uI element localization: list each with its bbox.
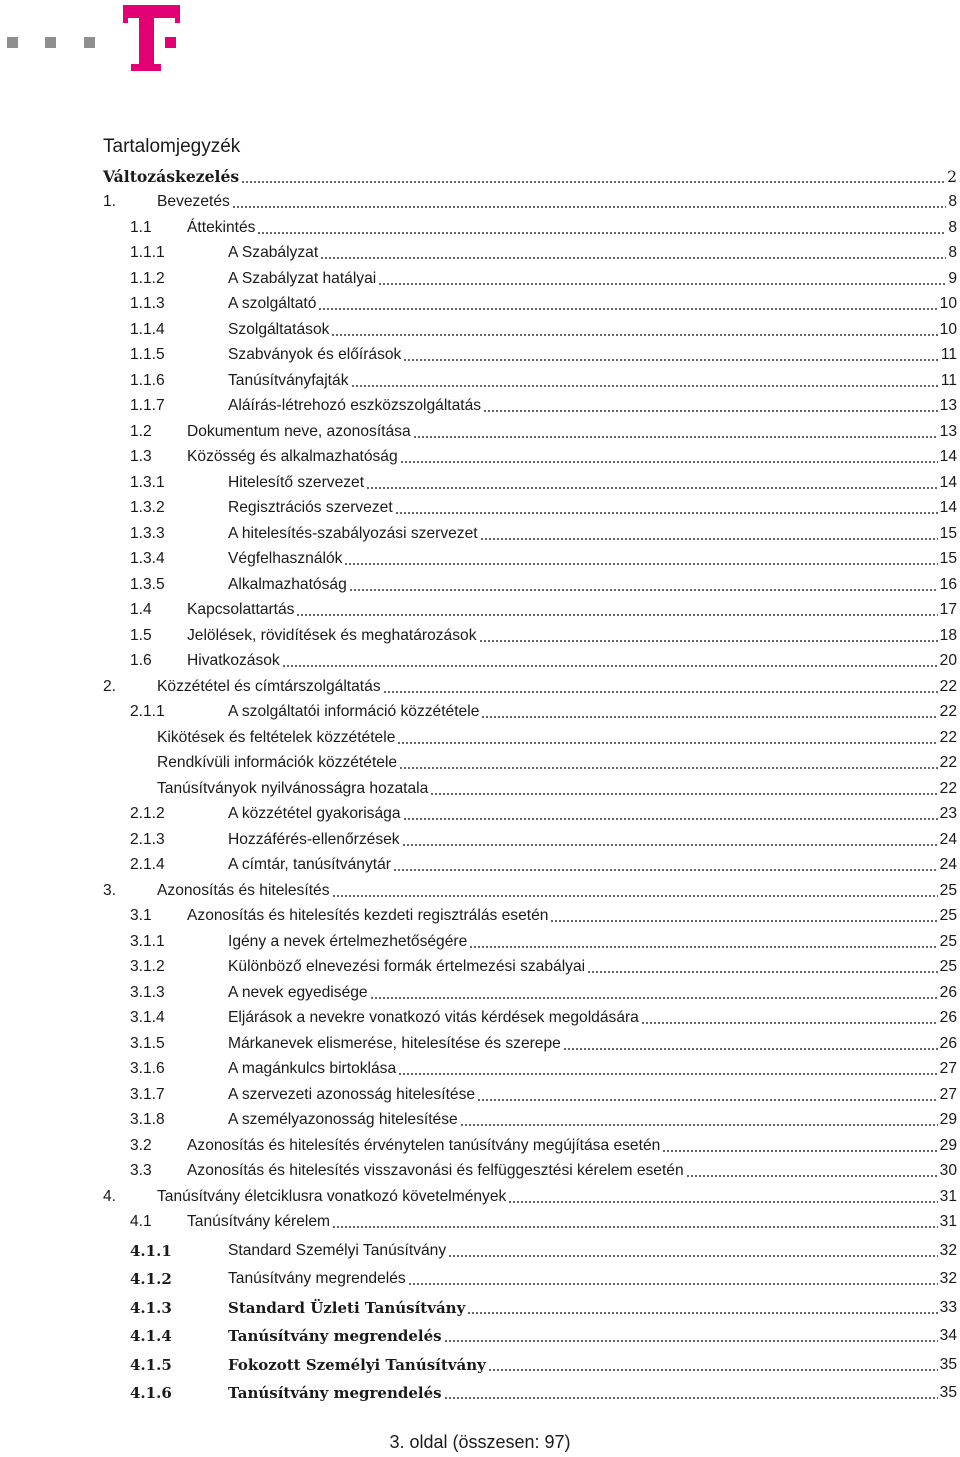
toc-entry-title: Hitelesítő szervezet [228,473,365,491]
toc-entry[interactable] [103,800,960,826]
toc-entry-page: 11 [940,371,957,389]
toc-entry-title: Igény a nevek értelmezhetőségére [228,932,468,950]
toc-entry[interactable] [103,1208,960,1234]
toc-entry-number: 1.1.3 [130,295,165,312]
toc-leader-dots [477,1099,938,1101]
toc-entry-page: 25 [939,907,957,924]
toc-leader-dots [349,589,938,591]
toc-entry-page: 26 [939,1034,957,1052]
toc-entry-title: Aláírás-létrehozó eszközszolgáltatás [228,397,482,414]
telekom-logo [0,0,200,80]
toc-entry[interactable] [103,1319,960,1348]
toc-entry-title: A nevek egyedisége [228,983,368,1001]
toc-entry-title: Eljárások a nevekre vonatkozó vitás kérdések megoldására [228,1009,639,1026]
toc-entry-number: 3.3 [130,1162,152,1179]
toc-entry-page: 25 [939,958,957,975]
toc-entry[interactable] [103,213,960,239]
toc-entry[interactable] [103,188,960,214]
toc-leader-dots [469,946,938,948]
toc-entry[interactable] [103,1347,960,1376]
toc-entry-page: 10 [939,320,957,338]
toc-entry-title: Azonosítás és hitelesítés érvénytelen tanúsítvány megújítása esetén [187,1136,661,1154]
toc-entry-page: 13 [939,397,957,414]
toc-leader-dots [641,1022,938,1024]
toc-entry[interactable] [103,315,960,341]
toc-leader-dots [686,1175,938,1177]
toc-entry[interactable] [103,1233,960,1262]
toc-entry-number: 2. [103,677,117,695]
toc-entry[interactable] [103,1182,960,1208]
toc-leader-dots [662,1150,938,1152]
toc-entry[interactable] [103,647,960,673]
toc-entry-number: 1.3.5 [130,575,165,593]
toc-entry[interactable] [103,494,960,520]
toc-leader-dots [402,844,938,846]
toc-entry-number: 1.1.7 [130,397,165,414]
toc-leader-dots [430,793,938,795]
toc-leader-dots [483,410,938,412]
toc-leader-dots [332,895,938,897]
toc-entry-title: Szabványok és előírások [228,346,402,363]
toc-entry-number: 4.1 [130,1213,152,1230]
toc-entry-page: 31 [939,1187,957,1205]
toc-leader-dots [403,359,939,361]
toc-entry-title: Alkalmazhatóság [228,575,347,593]
toc-entry-title: Hozzáférés-ellenőrzések [228,830,400,848]
toc-entry-title: Azonosítás és hitelesítés [157,881,330,899]
toc-leader-dots [241,181,945,183]
toc-entry[interactable] [103,1157,960,1183]
toc-entry-page: 27 [939,1085,957,1103]
toc-entry-title: Tanúsítvány megrendelés [228,1384,442,1402]
toc-entry-page: 22 [939,754,957,771]
toc-entry-title: Standard Személyi Tanúsítvány [228,1241,447,1259]
toc-leader-dots [395,512,938,514]
toc-entry-number: 4.1.6 [130,1384,172,1402]
toc-entry-number: 4.1.4 [130,1327,172,1345]
toc-entry-number: 1.1.5 [130,346,165,363]
toc-entry-title: Tanúsítványfajták [228,371,349,389]
toc-entry-number: 3.1.6 [130,1060,165,1077]
toc-entry-number: 1.1.1 [130,244,165,261]
toc-leader-dots [508,1201,938,1203]
toc-entry-page: 26 [939,1009,957,1026]
toc-entry[interactable] [103,468,960,494]
toc-leader-dots [320,257,946,259]
toc-leader-dots [393,869,938,871]
toc-entry-number: 3. [103,881,117,899]
toc-entry[interactable] [103,902,960,928]
toc-leader-dots [332,1226,938,1228]
toc-entry-page: 29 [939,1111,957,1128]
toc-entry-page: 17 [939,601,957,618]
toc-entry-page: 8 [948,193,957,210]
toc-entry-number: 3.1.5 [130,1034,165,1052]
toc-leader-dots [481,716,938,718]
toc-entry[interactable] [103,953,960,979]
toc-leader-dots [413,436,938,438]
toc-entry[interactable] [103,1131,960,1157]
toc-entry-page: 22 [939,677,957,695]
toc-entry[interactable] [103,366,960,392]
toc-entry[interactable] [103,443,960,469]
toc-entry-number: 1. [103,193,117,210]
toc-entry[interactable] [103,239,960,265]
toc-entry[interactable] [103,927,960,953]
toc-entry-page: 14 [939,473,957,491]
toc-entry-title: Szolgáltatások [228,320,330,338]
toc-entry-title: Tanúsítványok nyilvánosságra hozatala [157,779,429,797]
toc-leader-dots [587,971,938,973]
toc-entry-title: Kikötések és feltételek közzététele [157,728,396,746]
toc-entry[interactable] [103,1029,960,1055]
toc-entry-page: 24 [939,830,957,848]
toc-leader-dots [460,1124,938,1126]
t-logo-icon [0,0,200,80]
toc-entry-page: 15 [939,550,957,567]
toc-entry-page: 22 [939,703,957,720]
toc-entry-page: 8 [948,218,957,236]
toc-entry-number: 4.1.5 [130,1355,172,1374]
toc-entry-number: 3.1.7 [130,1085,165,1103]
toc-entry[interactable] [103,774,960,800]
toc-entry-page: 20 [939,652,957,669]
toc-entry-number: 2.1.1 [130,703,165,720]
toc-entry[interactable] [103,672,960,698]
toc-entry-page: 31 [939,1213,957,1230]
toc-entry-title: Változáskezelés [103,166,240,186]
toc-entry[interactable] [103,290,960,316]
toc-entry[interactable] [103,1376,960,1405]
toc-entry-title: Hivatkozások [187,652,280,669]
toc-entry-title: A Szabályzat [228,244,319,261]
toc-leader-dots [351,385,939,387]
toc-entry-number: 1.1.6 [130,371,165,389]
toc-entry-page: 18 [939,626,957,644]
toc-entry[interactable] [103,162,960,188]
toc-entry-number: 3.1.2 [130,958,165,975]
toc-entry-number: 3.1.4 [130,1009,165,1026]
toc-entry-title: Standard Üzleti Tanúsítvány [228,1298,466,1317]
toc-entry-page: 23 [939,805,957,822]
toc-entry[interactable] [103,264,960,290]
toc-entry[interactable] [103,1004,960,1030]
toc-entry[interactable] [103,341,960,367]
toc-entry-number: 3.1.8 [130,1111,165,1128]
toc-leader-dots [408,1283,938,1285]
toc-leader-dots [397,742,938,744]
toc-entry[interactable] [103,1080,960,1106]
toc-leader-dots [444,1397,938,1399]
toc-entry-title: A szolgáltató [228,295,317,312]
toc-entry-page: 32 [939,1270,957,1287]
toc-entry-page: 16 [939,575,957,593]
page-footer: 3. oldal (összesen: 97) [389,1432,571,1452]
toc-entry-title: A hitelesítés-szabályozási szervezet [228,524,478,542]
toc-entry-page: 15 [939,524,957,542]
toc-entry-page: 24 [939,856,957,873]
toc-entry[interactable] [103,698,960,724]
toc-entries [103,162,960,1404]
toc-entry-title: Tanúsítvány életciklusra vonatkozó követelmények [157,1187,507,1205]
toc-entry[interactable] [103,570,960,596]
toc-leader-dots [257,232,946,234]
toc-entry-title: Fokozott Személyi Tanúsítvány [228,1355,486,1374]
toc-entry-number: 1.1 [130,218,152,236]
toc-entry-number: 3.1.1 [130,932,165,950]
toc-leader-dots [488,1369,938,1371]
toc-leader-dots [444,1340,938,1342]
toc-entry-number: 1.3.2 [130,499,165,516]
toc-leader-dots [318,308,938,310]
toc-entry[interactable] [103,1290,960,1319]
toc-entry-number: 3.1 [130,907,152,924]
toc-leader-dots [370,997,938,999]
toc-entry-title: A személyazonosság hitelesítése [228,1111,458,1128]
toc-entry-number: 2.1.3 [130,830,165,848]
toc-entry-number: 1.1.4 [130,320,165,338]
toc-entry-page: 13 [939,422,957,440]
toc-leader-dots [467,1312,938,1314]
toc-entry-title: Tanúsítvány megrendelés [228,1270,406,1287]
toc-leader-dots [378,283,946,285]
toc-entry-number: 1.3.1 [130,473,165,491]
toc-entry[interactable] [103,545,960,571]
toc-leader-dots [550,920,938,922]
toc-entry[interactable] [103,851,960,877]
toc-entry-page: 33 [939,1298,957,1316]
toc-leader-dots [480,538,938,540]
toc-entry-page: 9 [948,269,957,287]
toc-entry-title: Tanúsítvány megrendelés [228,1327,442,1345]
toc-entry-number: 3.2 [130,1136,152,1154]
toc-entry-title: Márkanevek elismerése, hitelesítése és szerepe [228,1034,561,1052]
toc-entry-number: 3.1.3 [130,983,165,1001]
toc-entry-number: 2.1.2 [130,805,165,822]
toc-entry[interactable] [103,1262,960,1291]
toc-leader-dots [403,818,938,820]
toc-entry-number: 4.1.2 [130,1270,172,1288]
toc-entry-title: A magánkulcs birtoklása [228,1060,397,1077]
toc-entry-number: 1.1.2 [130,269,165,287]
toc-leader-dots [448,1255,938,1257]
toc-entry-page: 26 [939,983,957,1001]
toc-leader-dots [400,461,938,463]
toc-entry[interactable] [103,876,960,902]
toc-entry-title: Bevezetés [157,193,230,210]
toc-entry-number: 1.2 [130,422,152,440]
toc-leader-dots [383,691,938,693]
toc-entry[interactable] [103,596,960,622]
toc-entry-page: 32 [939,1241,957,1259]
toc-entry-title: Közösség és alkalmazhatóság [187,448,398,465]
toc-entry-page: 14 [939,448,957,465]
toc-entry-title: Azonosítás és hitelesítés kezdeti regisztrálás esetén [187,907,549,924]
toc-entry-title: Áttekintés [187,218,256,236]
toc-entry-title: A közzététel gyakorisága [228,805,401,822]
toc-entry-title: A szolgáltatói információ közzététele [228,703,480,720]
toc-entry-title: Végfelhasználók [228,550,343,567]
toc-entry-title: Jelölések, rövidítések és meghatározások [187,626,477,644]
toc-entry[interactable] [103,519,960,545]
toc-entry-title: A címtár, tanúsítványtár [228,856,391,873]
toc-entry-number: 1.6 [130,652,152,669]
toc-leader-dots [296,614,938,616]
toc-entry-number: 1.3 [130,448,152,465]
toc-entry[interactable] [103,749,960,775]
toc-entry-number: 1.4 [130,601,152,618]
toc-entry-number: 4. [103,1187,117,1205]
toc-entry-page: 14 [939,499,957,516]
toc-entry-title: Dokumentum neve, azonosítása [187,422,411,440]
toc-entry-page: 2 [947,167,957,186]
toc-leader-dots [232,206,946,208]
toc-entry-page: 25 [939,881,957,899]
toc-entry-page: 10 [939,295,957,312]
toc-entry-title: Közzététel és címtárszolgáltatás [157,677,381,695]
toc-entry[interactable] [103,1055,960,1081]
toc-entry-title: Tanúsítvány kérelem [187,1213,331,1230]
toc-leader-dots [399,767,938,769]
toc-entry[interactable] [103,392,960,418]
toc-entry-page: 25 [939,932,957,950]
toc-leader-dots [282,665,938,667]
toc-entry-page: 11 [940,346,957,363]
toc-entry[interactable] [103,417,960,443]
toc-entry-page: 35 [939,1355,957,1373]
toc-entry-page: 27 [939,1060,957,1077]
toc-entry-number: 1.3.3 [130,524,165,542]
toc-entry-number: 4.1.3 [130,1298,172,1317]
toc-entry-page: 22 [939,779,957,797]
toc-entry-page: 8 [948,244,957,261]
toc-entry-title: A szervezeti azonosság hitelesítése [228,1085,476,1103]
toc-heading: Tartalomjegyzék [103,136,241,157]
toc-entry[interactable] [103,825,960,851]
toc-entry-number: 1.3.4 [130,550,165,567]
toc-entry-title: A Szabályzat hatályai [228,269,377,287]
toc-entry[interactable] [103,1106,960,1132]
toc-entry-title: Rendkívüli információk közzététele [157,754,398,771]
toc-leader-dots [479,640,938,642]
toc-entry-page: 34 [939,1327,957,1344]
toc-entry-title: Kapcsolattartás [187,601,295,618]
toc-leader-dots [366,487,938,489]
toc-entry-page: 30 [939,1162,957,1179]
toc-entry-number: 2.1.4 [130,856,165,873]
toc-entry-page: 29 [939,1136,957,1154]
toc-leader-dots [331,334,938,336]
toc-entry-title: Regisztrációs szervezet [228,499,393,516]
toc-entry[interactable] [103,978,960,1004]
toc-entry[interactable] [103,621,960,647]
toc-entry[interactable] [103,723,960,749]
toc-entry-title: Azonosítás és hitelesítés visszavonási és felfüggesztési kérelem esetén [187,1162,684,1179]
toc-entry-page: 35 [939,1384,957,1401]
toc-entry-number: 4.1.1 [130,1241,172,1260]
toc-entry-page: 22 [939,728,957,746]
toc-leader-dots [398,1073,938,1075]
toc-entry-title: Különböző elnevezési formák értelmezési szabályai [228,958,586,975]
toc-leader-dots [344,563,938,565]
toc-leader-dots [563,1048,938,1050]
table-of-contents [103,134,960,1404]
toc-entry-number: 1.5 [130,626,152,644]
